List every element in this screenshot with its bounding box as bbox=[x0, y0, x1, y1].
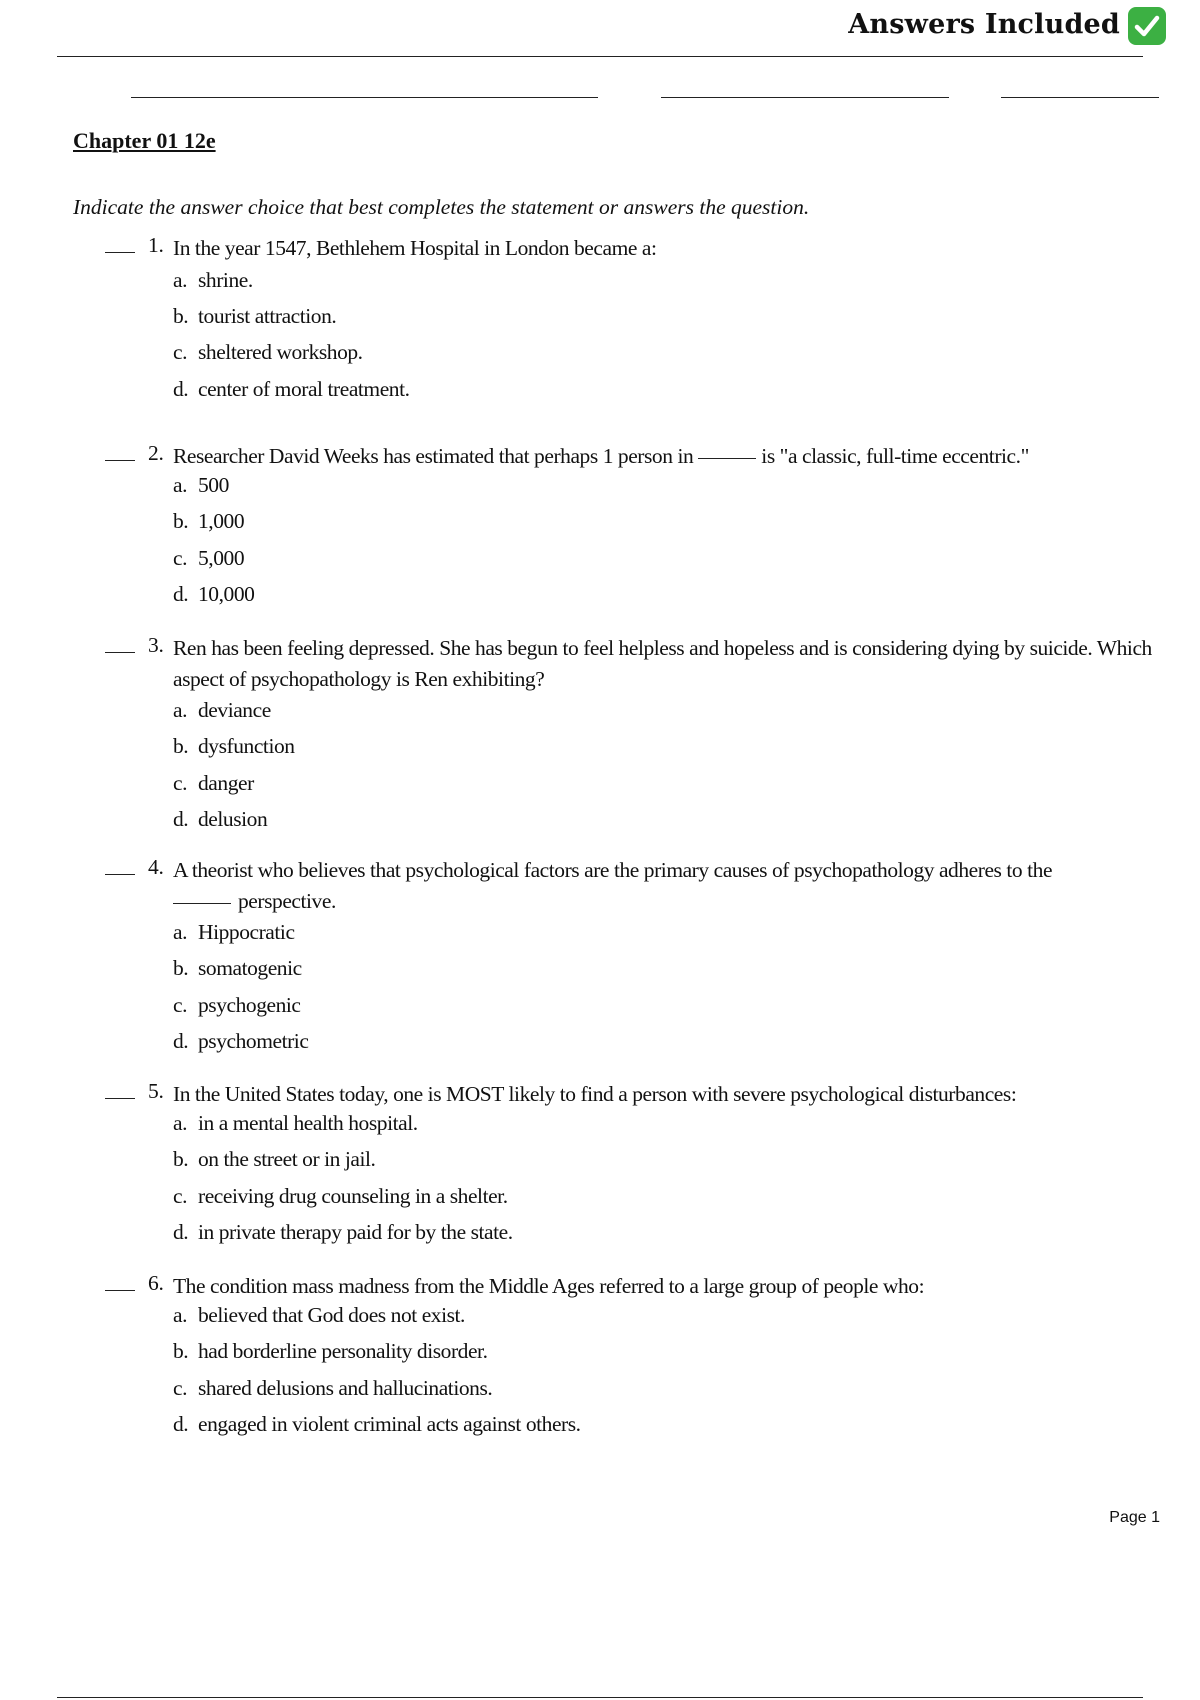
answers-included-label: Answers Included bbox=[848, 9, 1120, 40]
stem-text-after: perspective. bbox=[238, 889, 336, 913]
answer-blank[interactable] bbox=[105, 252, 135, 253]
choice-letter: a. bbox=[173, 1303, 188, 1327]
question-number: 4. bbox=[148, 855, 164, 879]
choice-text: Hippocratic bbox=[198, 920, 295, 944]
choice-letter: a. bbox=[173, 268, 188, 292]
fill-in-blank bbox=[173, 903, 231, 904]
choice-d bbox=[173, 1220, 513, 1245]
choice-letter: d. bbox=[173, 377, 189, 401]
choice-d bbox=[173, 1412, 581, 1437]
page-number: Page 1 bbox=[1109, 1509, 1160, 1526]
choice-text: sheltered workshop. bbox=[198, 340, 363, 364]
choice-c bbox=[173, 993, 301, 1018]
choice-b bbox=[173, 1147, 375, 1172]
question-stem: In the year 1547, Bethlehem Hospital in London became a: bbox=[173, 236, 657, 260]
question-stem bbox=[173, 441, 1158, 472]
choice-c bbox=[173, 546, 244, 571]
choice-letter: b. bbox=[173, 956, 189, 980]
choice-text: danger bbox=[198, 771, 254, 795]
choice-text: in a mental health hospital. bbox=[198, 1111, 418, 1135]
answer-blank[interactable] bbox=[105, 460, 135, 461]
choice-text: tourist attraction. bbox=[198, 304, 337, 328]
choice-a bbox=[173, 698, 271, 723]
choice-letter: b. bbox=[173, 734, 189, 758]
question-number: 3. bbox=[148, 633, 164, 657]
choice-a bbox=[173, 268, 253, 293]
header-divider bbox=[57, 56, 1143, 57]
choice-text: shrine. bbox=[198, 268, 253, 292]
question-stem: The condition mass madness from the Middle Ages referred to a large group of people who: bbox=[173, 1274, 925, 1298]
stem-text-before: Researcher David Weeks has estimated that perhaps 1 person in bbox=[173, 444, 694, 468]
answer-blank[interactable] bbox=[105, 874, 135, 875]
checkmark-icon bbox=[1128, 7, 1166, 45]
choice-letter: d. bbox=[173, 1220, 189, 1244]
choice-b bbox=[173, 509, 244, 534]
choice-letter: a. bbox=[173, 1111, 188, 1135]
choice-letter: a. bbox=[173, 920, 188, 944]
choice-letter: b. bbox=[173, 1339, 189, 1363]
choice-text: psychometric bbox=[198, 1029, 309, 1053]
choice-text: in private therapy paid for by the state. bbox=[198, 1220, 513, 1244]
choice-text: 1,000 bbox=[198, 509, 245, 533]
choice-text: center of moral treatment. bbox=[198, 377, 410, 401]
choice-c bbox=[173, 771, 254, 796]
name-blank bbox=[131, 97, 598, 98]
choice-a bbox=[173, 473, 229, 498]
choice-a bbox=[173, 1111, 418, 1136]
choice-letter: b. bbox=[173, 509, 189, 533]
choice-c bbox=[173, 1376, 492, 1401]
choice-text: engaged in violent criminal acts against others. bbox=[198, 1412, 581, 1436]
choice-text: deviance bbox=[198, 698, 271, 722]
class-blank bbox=[661, 97, 949, 98]
choice-a bbox=[173, 1303, 465, 1328]
choice-text: had borderline personality disorder. bbox=[198, 1339, 488, 1363]
choice-letter: c. bbox=[173, 1184, 188, 1208]
choice-text: 5,000 bbox=[198, 546, 245, 570]
choice-text: 500 bbox=[198, 473, 229, 497]
choice-text: dysfunction bbox=[198, 734, 295, 758]
choice-letter: c. bbox=[173, 1376, 188, 1400]
choice-text: shared delusions and hallucinations. bbox=[198, 1376, 493, 1400]
choice-letter: a. bbox=[173, 473, 188, 497]
choice-letter: c. bbox=[173, 993, 188, 1017]
fill-in-blank bbox=[698, 458, 756, 459]
instructions-text: Indicate the answer choice that best completes the statement or answers the question. bbox=[73, 195, 810, 219]
choice-b bbox=[173, 734, 295, 759]
choice-letter: c. bbox=[173, 546, 188, 570]
question-number: 5. bbox=[148, 1079, 164, 1103]
chapter-title: Chapter 01 12e bbox=[73, 128, 216, 153]
choice-text: somatogenic bbox=[198, 956, 302, 980]
choice-letter: b. bbox=[173, 1147, 189, 1171]
choice-a bbox=[173, 920, 295, 945]
choice-d bbox=[173, 377, 410, 402]
question-stem: In the United States today, one is MOST likely to find a person with severe psychological disturbances: bbox=[173, 1082, 1017, 1106]
answer-blank[interactable] bbox=[105, 1290, 135, 1291]
choice-letter: a. bbox=[173, 698, 188, 722]
choice-letter: d. bbox=[173, 582, 189, 606]
choice-text: psychogenic bbox=[198, 993, 301, 1017]
answer-blank[interactable] bbox=[105, 1098, 135, 1099]
choice-letter: b. bbox=[173, 304, 189, 328]
stem-text-before: A theorist who believes that psychological factors are the primary causes of psychopathology adheres to the bbox=[173, 858, 1053, 882]
choice-b bbox=[173, 956, 302, 981]
choice-c bbox=[173, 340, 363, 365]
stem-text-after: is "a classic, full-time eccentric." bbox=[761, 444, 1029, 468]
choice-d bbox=[173, 1029, 308, 1054]
choice-text: 10,000 bbox=[198, 582, 255, 606]
question-stem: Ren has been feeling depressed. She has begun to feel helpless and hopeless and is considering dying by suicide. Which aspect of psychopathology is Ren exhibiting? bbox=[173, 636, 1152, 691]
choice-b bbox=[173, 1339, 488, 1364]
question-stem bbox=[173, 855, 1158, 917]
question-number: 6. bbox=[148, 1271, 164, 1295]
choice-text: delusion bbox=[198, 807, 268, 831]
choice-text: believed that God does not exist. bbox=[198, 1303, 465, 1327]
choice-text: on the street or in jail. bbox=[198, 1147, 376, 1171]
answers-banner bbox=[0, 0, 1200, 60]
choice-b bbox=[173, 304, 336, 329]
question-number: 1. bbox=[148, 233, 164, 257]
choice-letter: c. bbox=[173, 771, 188, 795]
footer-divider bbox=[57, 1697, 1143, 1698]
choice-letter: d. bbox=[173, 1029, 189, 1053]
choice-letter: c. bbox=[173, 340, 188, 364]
choice-d bbox=[173, 807, 267, 832]
question-number: 2. bbox=[148, 441, 164, 465]
answer-blank[interactable] bbox=[105, 652, 135, 653]
choice-text: receiving drug counseling in a shelter. bbox=[198, 1184, 508, 1208]
choice-d bbox=[173, 582, 254, 607]
choice-c bbox=[173, 1184, 508, 1209]
date-blank bbox=[1001, 97, 1159, 98]
choice-letter: d. bbox=[173, 1412, 189, 1436]
choice-letter: d. bbox=[173, 807, 189, 831]
